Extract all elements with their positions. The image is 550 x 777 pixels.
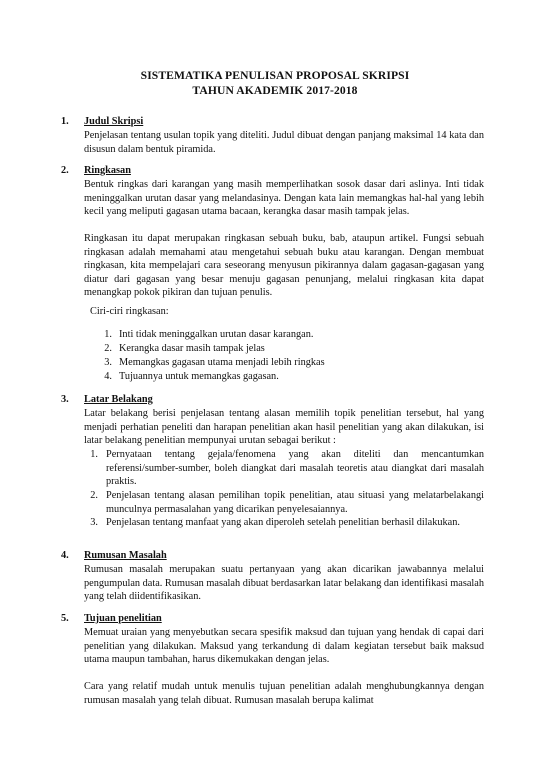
section-title: Tujuan penelitian [84, 613, 162, 624]
document-title: SISTEMATIKA PENULISAN PROPOSAL SKRIPSI [140, 69, 410, 82]
section-number: 3. [61, 394, 69, 405]
section-body-continued: Ringkasan itu dapat merupakan ringkasan sebuah buku, bab, ataupun artikel. Fungsi sebuah ringkasan adalah memahami atau mengetahui sebuah buku atau karangan. Dengan membuat ringkasan, kita mempelajari cara seseorang menyusun pikirannya dalam gagasan-gagasan yang diatur dari gagasan yang besar menuju gagasan penunjang, melalui ringkasan kita dapat menangkap pokok pikiran dan tujuan penulis. [84, 233, 484, 299]
section-body: Memuat uraian yang menyebutkan secara spesifik maksud dan tujuan yang hendak di capai dari penelitian yang dilakukan. Maksud yang terkandung di dalam kegiatan tersebut baik maksud utama maupun tambahan, harus dikemukakan dengan jelas. [84, 627, 484, 666]
section-heading-tujuan-penelitian [61, 612, 162, 626]
section-heading-latar-belakang [61, 393, 153, 407]
section-number: 5. [61, 613, 69, 624]
section-heading-ringkasan [61, 164, 131, 178]
section-body: Bentuk ringkas dari karangan yang masih memperlihatkan sosok dasar dari aslinya. Inti tidak meninggalkan urutan dasar yang melandasinya. Dengan kata lain memangkas hal-hal yang lebih kecil yang meliputi gagasan utama bacaan, kerangka dasar masih tampak jelas. [84, 179, 484, 218]
section-body: Rumusan masalah merupakan suatu pertanyaan yang akan dicarikan jawabannya melalui pengumpulan data. Rumusan masalah dibuat berdasarkan latar belakang dan identifikasi masalah yang telah diidentifikasikan. [84, 564, 485, 603]
section-heading-judul-skripsi [61, 115, 143, 129]
document-subtitle: TAHUN AKADEMIK 2017-2018 [192, 84, 358, 97]
document-page: SISTEMATIKA PENULISAN PROPOSAL SKRIPSI TAHUN AKADEMIK 2017-2018 1. Judul Skripsi Penjelasan tentang usulan topik yang diteliti. Judul dibuat dengan panjang maksimal 14 kata dan disusun dalam bentuk piramida. 2. Ringkasan Bentuk ringkas dari karangan yang masih memperlihatkan sosok dasar dari aslinya. Inti tidak meninggalkan urutan dasar yang melandasinya. Dengan kata lain memangkas hal-hal yang lebih kecil yang meliputi gagasan utama bacaan, kerangka dasar masih tampak jelas. Ringkasan itu dapat merupakan ringkasan sebuah buku, bab, ataupun artikel. Fungsi sebuah ringkasan adalah memahami atau mengetahui sebuah buku atau karangan. Dengan membuat ringkasan, kita mempelajari cara seseorang menyusun pikirannya dalam gagasan-gagasan yang diatur dari gagasan yang besar menuju gagasan penunjang, melalui ringkasan kita dapat menangkap pokok pikiran dan tujuan penulis. Ciri-ciri ringkasan: 1. Inti tidak meninggalkan urutan dasar karangan. 2. Kerangka dasar masih tampak jelas 3. Memangkas gagasan utama menjadi lebih ringkas 4. Tujuannya untuk memangkas gagasan. 3. Latar Belakang Latar belakang berisi penjelasan tentang alasan memilih topik penelitian tersebut, hal yang menjadi perhatian peneliti dan harapan penelitian akan hasil penelitian yang akan dilakukan, isi latar belakang penelitian mempunyai urutan sebagai berikut : 1. Pernyataan tentang gejala/fenomena yang akan diteliti dan mencantumkan referensi/sumber-sumber, boleh diangkat dari masalah teoretis atau diangkat dari masalah praktis. 2. Penjelasan tentang alasan pemilihan topik penelitian, atau situasi yang melatarbelakangi munculnya permasalahan yang dicarikan penyelesaiannya. 3. Penjelasan tentang manfaat yang akan diperoleh setelah penelitian berhasil dilakukan. 4. Rumusan Masalah Rumusan masalah merupakan suatu pertanyaan yang akan dicarikan jawabannya melalui pengumpulan data. Rumusan masalah dibuat berdasarkan latar belakang dan identifikasi masalah yang telah diidentifikasikan. 5. Tujuan penelitian Memuat uraian yang menyebutkan secara spesifik maksud dan tujuan yang hendak di capai dari penelitian yang dilakukan. Maksud yang terkandung di dalam kegiatan tersebut baik maksud utama maupun tambahan, harus dikemukakan dengan jelas. Cara yang relatif mudah untuk menulis tujuan penelitian adalah menghubungkannya dengan rumusan masalah yang telah dibuat. Rumusan masalah berupa kalimat [0, 0, 550, 777]
section-body-continued: Cara yang relatif mudah untuk menulis tujuan penelitian adalah menghubungkannya dengan rumusan masalah yang telah dibuat. Rumusan masalah berupa kalimat [84, 681, 484, 706]
section-title: Rumusan Masalah [84, 550, 167, 561]
section-body: Latar belakang berisi penjelasan tentang alasan memilih topik penelitian tersebut, hal yang menjadi perhatian peneliti dan harapan penelitian akan hasil penelitian yang akan dilakukan, isi latar belakang penelitian mempunyai urutan sebagai berikut : [84, 408, 484, 447]
section-heading-rumusan-masalah [61, 549, 167, 563]
ciri-label: Ciri-ciri ringkasan: [90, 306, 169, 317]
section-number: 1. [61, 116, 69, 127]
section-title: Ringkasan [84, 165, 131, 176]
section-body: Penjelasan tentang usulan topik yang diteliti. Judul dibuat dengan panjang maksimal 14 kata dan disusun dalam bentuk piramida. [84, 130, 484, 155]
section-title: Judul Skripsi [84, 116, 144, 127]
section-number: 2. [61, 165, 69, 176]
section-title: Latar Belakang [84, 394, 153, 405]
section-number: 4. [61, 550, 69, 561]
